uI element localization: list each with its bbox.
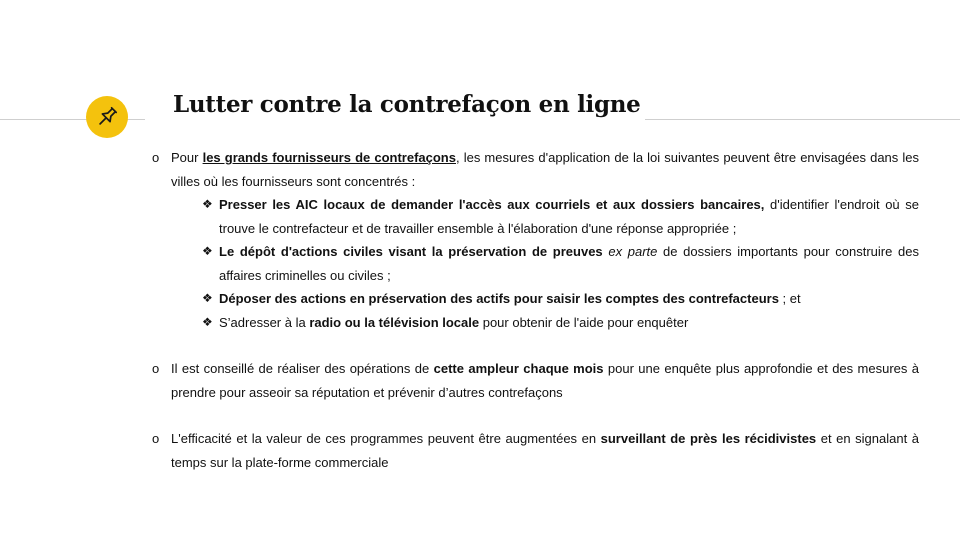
sub-bullet-item: ❖ Déposer des actions en préservation des actifs pour saisir les comptes des contrefacteurs ; et: [202, 287, 919, 311]
pin-badge: [86, 96, 128, 138]
diamond-bullet-icon: ❖: [202, 291, 213, 305]
sub-bullet-item: ❖ Le dépôt d'actions civiles visant la préservation de preuves ex parte de dossiers importants pour construire des affaires criminelles ou civiles ;: [202, 240, 919, 287]
diamond-bullet-icon: ❖: [202, 197, 213, 211]
pushpin-icon: [94, 104, 120, 130]
circle-bullet-icon: o: [152, 150, 160, 165]
diamond-bullet-icon: ❖: [202, 244, 213, 258]
bullet-item: o Pour les grands fournisseurs de contrefaçons, les mesures d'application de la loi suivantes peuvent être envisagées dans les villes où les fournisseurs sont concentrés :: [152, 146, 919, 193]
sub-bullet-item: ❖ S’adresser à la radio ou la télévision locale pour obtenir de l'aide pour enquêter: [202, 311, 919, 335]
circle-bullet-icon: o: [152, 431, 160, 446]
circle-bullet-icon: o: [152, 361, 160, 376]
page-title: Lutter contre la contrefaçon en ligne: [173, 91, 641, 118]
header-rule-right: [645, 119, 960, 120]
slide-body: [152, 146, 919, 474]
diamond-bullet-icon: ❖: [202, 314, 213, 329]
sub-bullet-item: ❖ Presser les AIC locaux de demander l'accès aux courriels et aux dossiers bancaires, d'identifier l'endroit où se trouve le contrefacteur et de travailler ensemble à l'élaboration d'une réponse appropriée ;: [202, 193, 919, 240]
bullet-item: o Il est conseillé de réaliser des opérations de cette ampleur chaque mois pour une enquête plus approfondie et des mesures à prendre pour asseoir sa réputation et prévenir d’autres contrefaçons: [152, 357, 919, 404]
sub-bullet-list: [202, 193, 919, 334]
bullet-item: o L'efficacité et la valeur de ces programmes peuvent être augmentées en surveillant de près les récidivistes et en signalant à temps sur la plate-forme commerciale: [152, 427, 919, 474]
